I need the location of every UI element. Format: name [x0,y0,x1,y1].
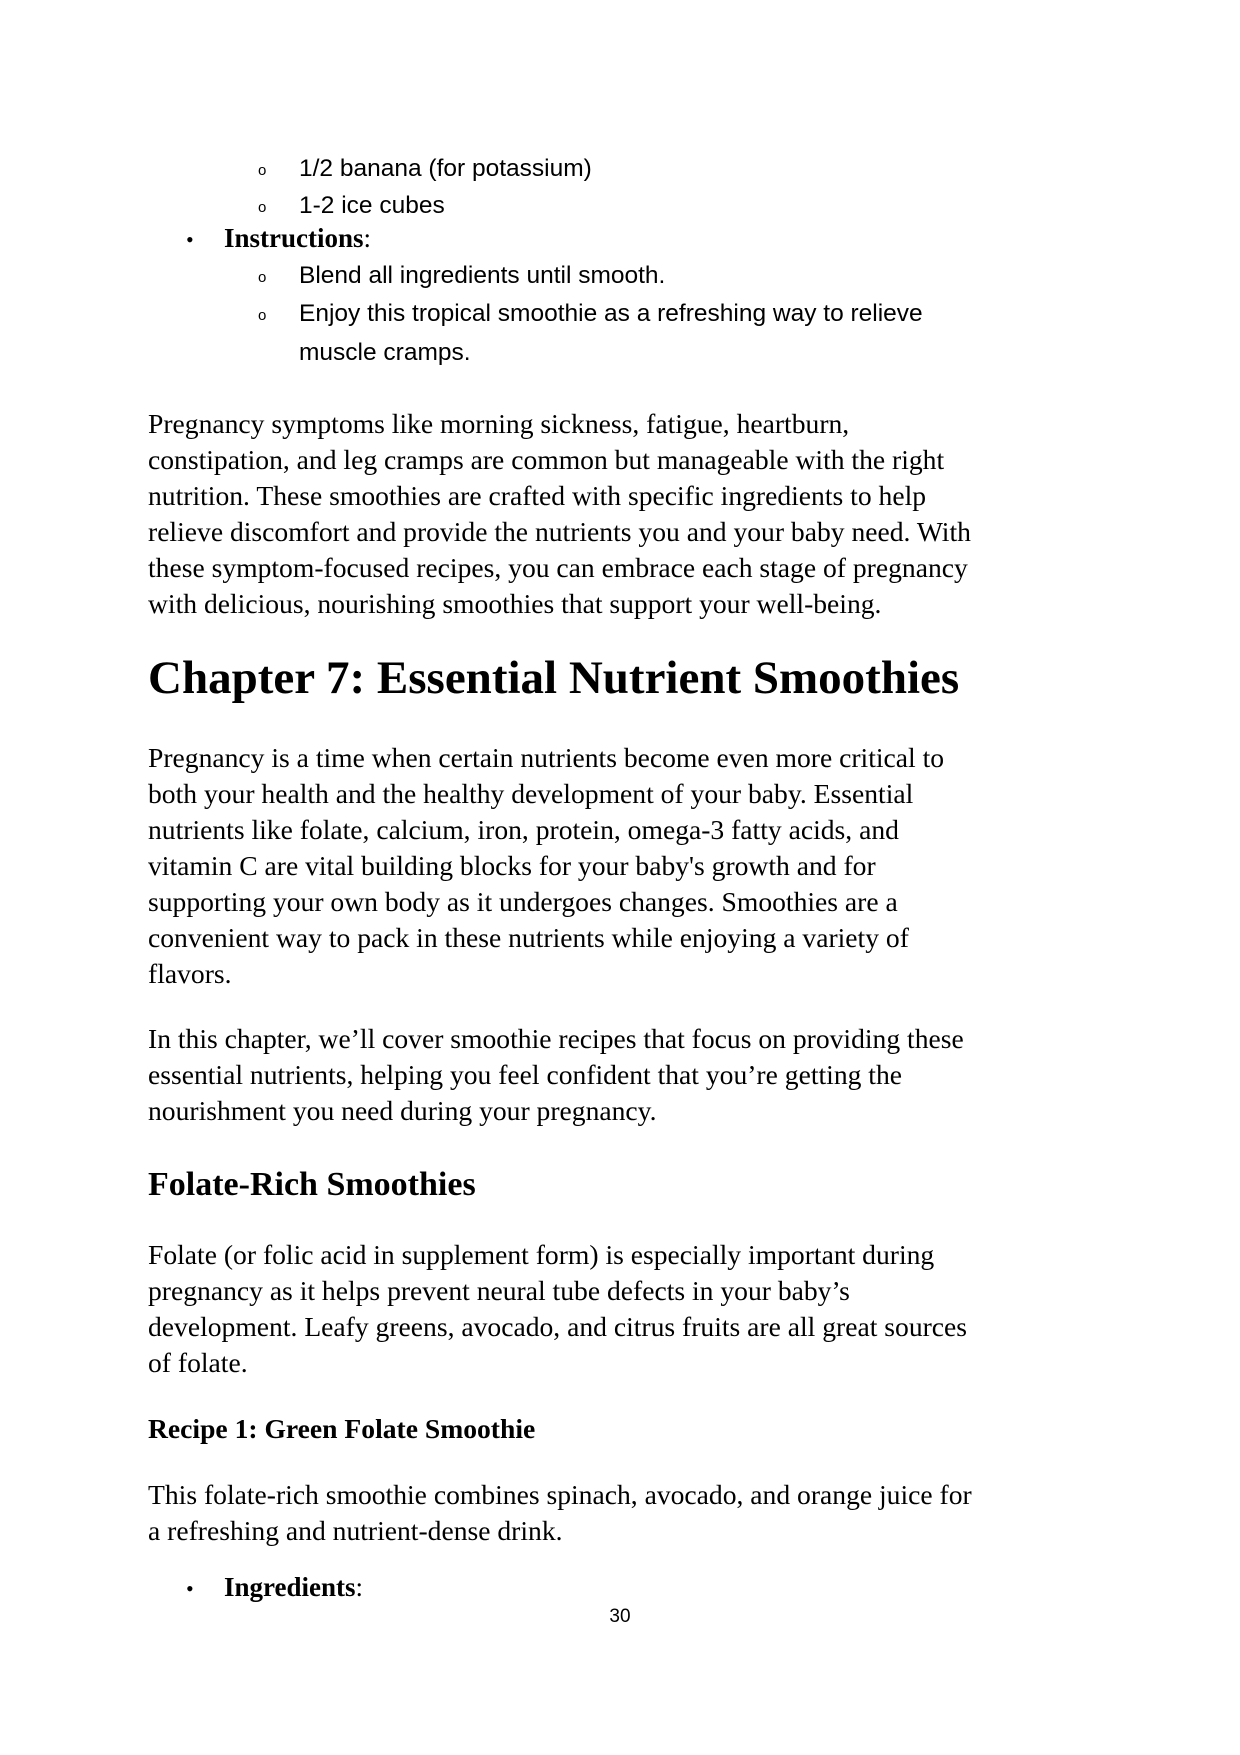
list-item-text: 1-2 ice cubes [299,192,445,219]
chapter-paragraph: Pregnancy is a time when certain nutrients become even more critical to both your health and the healthy development of your baby. Essential nutrients like folate, calcium, iron, protein, omega-3 fatty acids, and vitamin C are vital building blocks for your baby's growth and for supporting your own body as it undergoes changes. Smoothies are a convenient way to pack in these nutrients while enjoying a variety of flavors. [148,742,945,989]
bullet-icon: • [186,1576,194,1601]
hollow-bullet-icon: o [258,307,267,324]
list-item [259,150,1119,187]
list-item [259,187,1119,224]
section-title: Folate-Rich Smoothies [148,1166,476,1203]
list-item [259,295,1119,332]
list-item-text: Blend all ingredients until smooth. [299,262,666,289]
list-item-text: 1/2 banana (for potassium) [299,155,592,182]
list-item-text: muscle cramps. [299,339,471,366]
ingredients-label: Ingredients [224,1572,356,1602]
list-item-continuation [259,334,1119,371]
hollow-bullet-icon: o [258,162,267,179]
instructions-colon: : [363,223,372,253]
list-item [259,257,1119,294]
chapter-title: Chapter 7: Essential Nutrient Smoothies [148,652,960,704]
recipe-paragraph: This folate-rich smoothie combines spinach, avocado, and orange juice for a refreshing and nutrient-dense drink. [148,1479,972,1546]
intro-paragraph: Pregnancy symptoms like morning sickness, fatigue, heartburn, constipation, and leg cramps are common but manageable with the right nutrition. These smoothies are crafted with specific ingredients to help relieve discomfort and provide the nutrients you and your baby need. With these symptom-focused recipes, you can embrace each stage of pregnancy with delicious, nourishing smoothies that support your well-being. [148,408,971,619]
chapter-paragraph: In this chapter, we’ll cover smoothie recipes that focus on providing these essential nutrients, helping you feel confident that you’re getting the nourishment you need during your pregnancy. [148,1023,964,1126]
page-number: 30 [609,1606,631,1627]
ingredients-heading [186,1569,363,1607]
section-paragraph: Folate (or folic acid in supplement form) is especially important during pregnancy as it helps prevent neural tube defects in your baby’s development. Leafy greens, avocado, and citrus fruits are all great sources of folate. [148,1239,968,1378]
instructions-label: Instructions [224,223,364,253]
instructions-heading [186,220,371,258]
list-item-text: Enjoy this tropical smoothie as a refreshing way to relieve [299,300,923,327]
hollow-bullet-icon: o [258,199,267,216]
hollow-bullet-icon: o [258,269,267,286]
recipe-title: Recipe 1: Green Folate Smoothie [148,1413,536,1444]
ingredients-colon: : [355,1572,364,1602]
bullet-icon: • [186,227,194,252]
